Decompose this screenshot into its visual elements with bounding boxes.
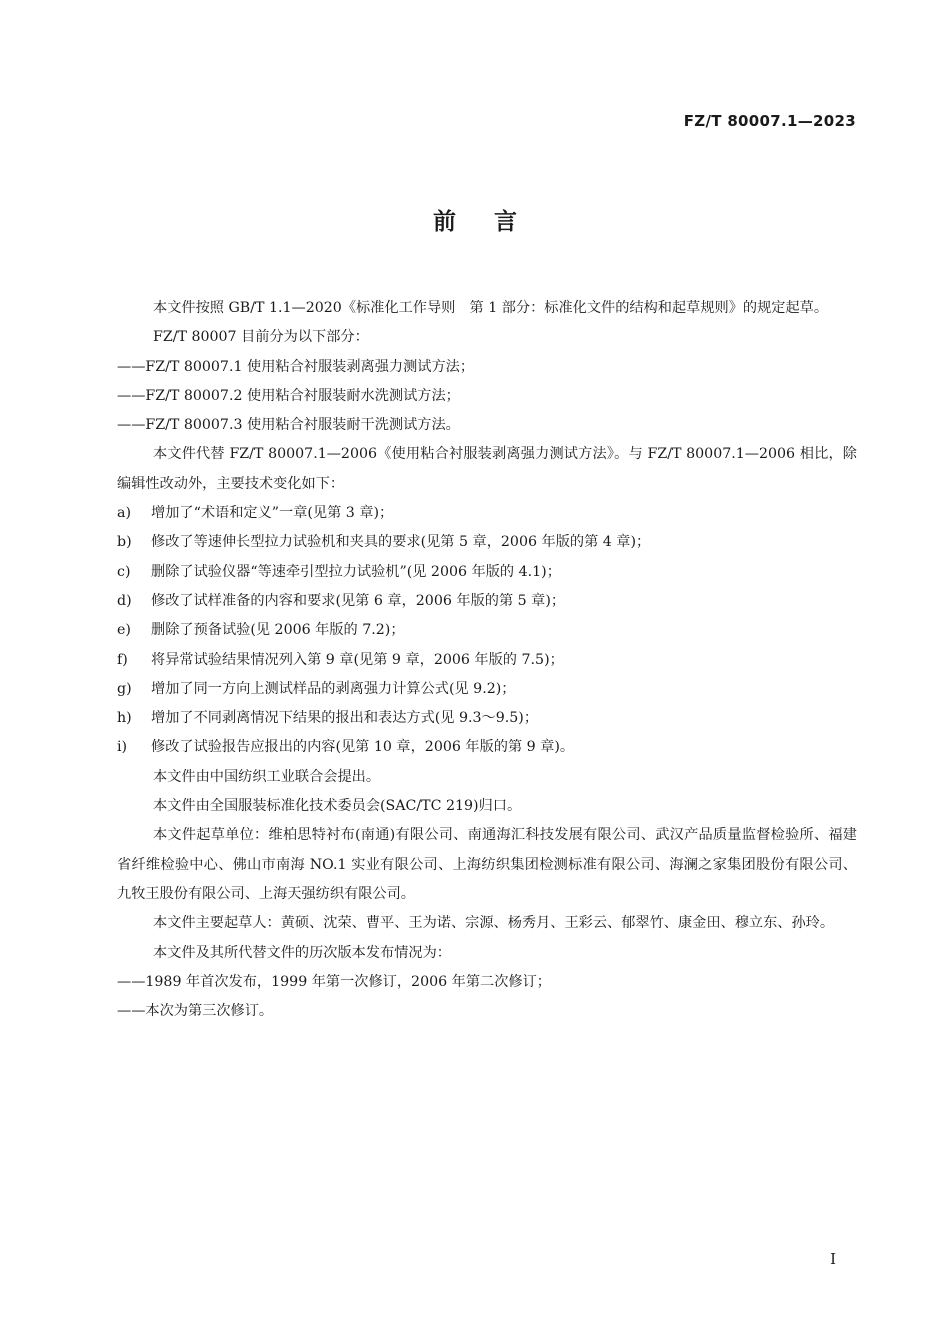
document-body <box>117 294 857 1026</box>
list-item-change <box>117 587 857 616</box>
list-marker: g) <box>117 680 132 697</box>
paragraph-proposer: 本文件由中国纺织工业联合会提出。 <box>153 768 381 785</box>
paragraph-committee: 本文件由全国服装标准化技术委员会(SAC/TC 219)归口。 <box>153 798 522 815</box>
list-item-history: ——本次为第三次修订。 <box>117 1003 274 1020</box>
paragraph-parts-intro: FZ/T 80007 目前分为以下部分： <box>153 329 369 346</box>
list-item-text: 修改了等速伸长型拉力试验机和夹具的要求(见第 5 章，2006 年版的第 4 章)； <box>151 534 651 551</box>
list-item-text: 增加了“术语和定义”一章(见第 3 章)； <box>151 505 394 522</box>
list-item-change <box>117 616 857 645</box>
paragraph-drafting-units: 本文件起草单位：维柏思特衬布(南通)有限公司、南通海汇科技发展有限公司、武汉产品质量监督检验所、福建省纤维检验中心、佛山市南海 NO.1 实业有限公司、上海纺织集团检测标准有限公司、海澜之家集团股份有限公司、九牧王股份有限公司、上海天强纺织有限公司。 <box>117 827 857 902</box>
list-marker: a) <box>117 505 131 522</box>
list-item-text: 将异常试验结果情况列入第 9 章(见第 9 章，2006 年版的 7.5)； <box>151 651 564 668</box>
list-item-change <box>117 528 857 557</box>
list-item-text: 删除了预备试验(见 2006 年版的 7.2)； <box>151 622 405 639</box>
list-marker: h) <box>117 710 132 727</box>
document-code: FZ/T 80007.1—2023 <box>683 112 856 130</box>
list-item-text: 增加了同一方向上测试样品的剥离强力计算公式(见 9.2)； <box>151 680 516 697</box>
list-item-part: ——FZ/T 80007.3 使用粘合衬服装耐干洗测试方法。 <box>117 417 460 434</box>
list-item-change <box>117 646 857 675</box>
page-number: I <box>830 1250 836 1268</box>
list-item-text: 删除了试验仪器“等速牵引型拉力试验机”(见 2006 年版的 4.1)； <box>151 563 561 580</box>
list-item-change <box>117 704 857 733</box>
paragraph-drafting-basis: 本文件按照 GB/T 1.1—2020《标准化工作导则 第 1 部分：标准化文件的结构和起草规则》的规定起草。 <box>153 300 829 316</box>
list-item-change <box>117 499 857 528</box>
list-item-part: ——FZ/T 80007.1 使用粘合衬服装剥离强力测试方法； <box>117 358 475 375</box>
list-item-change <box>117 733 857 762</box>
paragraph-history-intro: 本文件及其所代替文件的历次版本发布情况为： <box>153 944 451 961</box>
list-marker: i) <box>117 739 128 756</box>
list-item-text: 修改了试样准备的内容和要求(见第 6 章，2006 年版的第 5 章)； <box>151 592 566 609</box>
list-marker: c) <box>117 563 131 580</box>
list-item-text: 修改了试验报告应报出的内容(见第 10 章，2006 年版的第 9 章)。 <box>151 739 575 756</box>
paragraph-drafters: 本文件主要起草人：黄硕、沈荣、曹平、王为诺、宗源、杨秀月、王彩云、郁翠竹、康金田、穆立东、孙玲。 <box>153 915 835 932</box>
list-item-change <box>117 675 857 704</box>
list-item-part: ——FZ/T 80007.2 使用粘合衬服装耐水洗测试方法； <box>117 387 460 404</box>
page-title: 前言 <box>433 209 555 235</box>
list-marker: e) <box>117 622 131 639</box>
list-marker: b) <box>117 534 132 551</box>
list-marker: d) <box>117 592 132 609</box>
paragraph-replacement: 本文件代替 FZ/T 80007.1—2006《使用粘合衬服装剥离强力测试方法》。与 FZ/T 80007.1—2006 相比，除编辑性改动外，主要技术变化如下： <box>117 446 857 492</box>
list-marker: f) <box>117 651 128 668</box>
list-item-history: ——1989 年首次发布，1999 年第一次修订，2006 年第二次修订； <box>117 973 551 990</box>
list-item-text: 增加了不同剥离情况下结果的报出和表达方式(见 9.3～9.5)； <box>151 710 539 727</box>
list-item-change <box>117 558 857 587</box>
